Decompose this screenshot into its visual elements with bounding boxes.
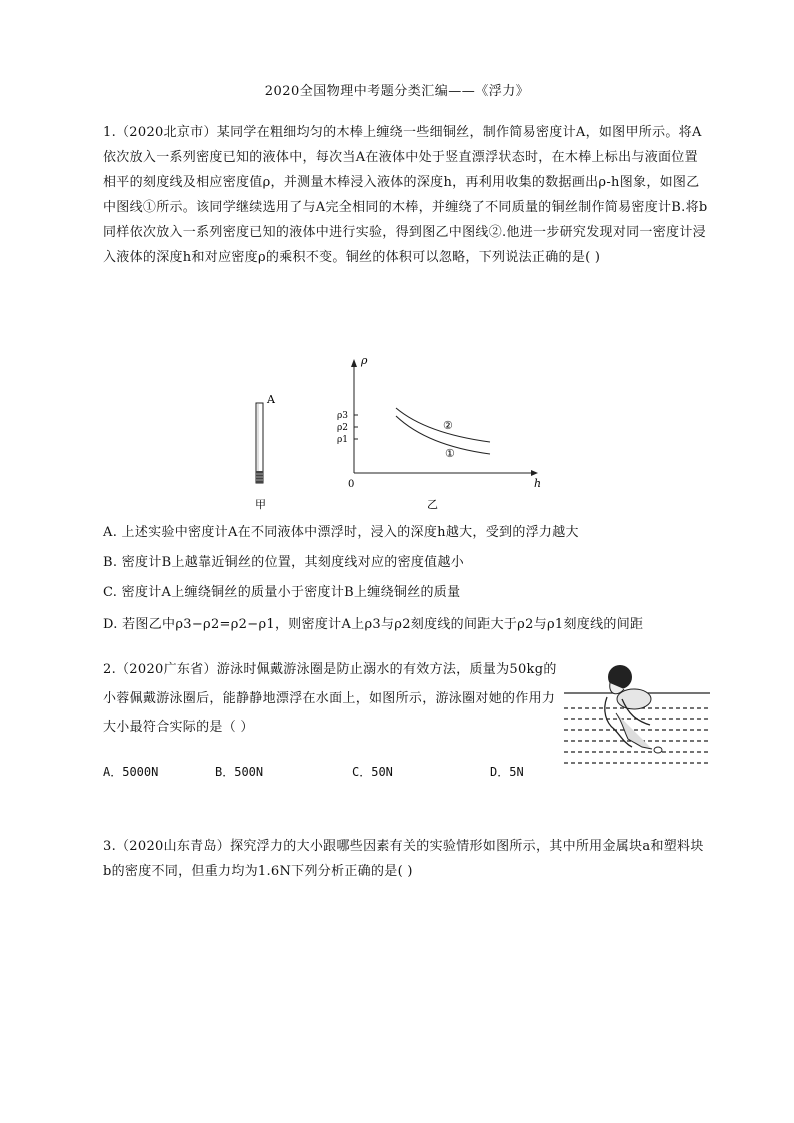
question-1-option-c: C. 密度计A上缠绕铜丝的质量小于密度计B上缠绕铜丝的质量 [103, 585, 461, 600]
question-1-option-b: B. 密度计B上越靠近铜丝的位置，其刻度线对应的密度值越小 [103, 555, 465, 570]
curve-1-label: ① [445, 447, 455, 460]
y-tick-rho3: ρ3 [337, 411, 349, 421]
rod-label: A [267, 393, 275, 406]
x-axis-label: h [534, 477, 542, 490]
origin-label: 0 [348, 479, 355, 490]
question-1-option-a: A. 上述实验中密度计A在不同液体中漂浮时，浸入的深度h越大，受到的浮力越大 [103, 525, 579, 540]
graph-caption: 乙 [427, 498, 438, 511]
question-2-option-b: B．500N [215, 765, 264, 779]
question-2-option-a: A．5000N [103, 765, 159, 779]
page-title: 2020全国物理中考题分类汇编——《浮力》 [264, 84, 530, 99]
y-tick-rho2: ρ2 [337, 423, 349, 433]
y-tick-rho1: ρ1 [337, 435, 349, 445]
question-1-figure [240, 350, 550, 520]
swimmer-illustration [562, 655, 712, 773]
rod-caption: 甲 [255, 498, 266, 511]
y-axis-label: ρ [361, 354, 368, 367]
question-2-text: 2.（2020广东省）游泳时佩戴游泳圈是防止溺水的有效方法，质量为50kg的小蓉佩戴游泳圈后，能静静地漂浮在水面上，如图所示，游泳圈对她的作用力大小最符合实际的是（ ） [103, 662, 557, 735]
question-1-text: 1.（2020北京市）某同学在粗细均匀的木棒上缠绕一些细铜丝，制作简易密度计A，如图甲所示。将A依次放入一系列密度已知的液体中，每次当A在液体中处于竖直漂浮状态时，在木棒上标出与液面位置相平的刻度线及相应密度值ρ，并测量木棒浸入液体的深度h，再利用收集的数据画出ρ-h图象，如图乙中图线①所示。该同学继续选用了与A完全相同的木棒，并缠绕了不同质量的铜丝制作简易密度计B.将b同样依次放入一系列密度已知的液体中进行实验，得到图乙中图线②.他进一步研究发现对同一密度计浸入液体的深度h和对应密度ρ的乘积不变。铜丝的体积可以忽略，下列说法正确的是( ) [103, 125, 708, 265]
density-meter-rod [256, 403, 263, 483]
question-1-option-d: D. 若图乙中ρ3−ρ2=ρ2−ρ1，则密度计A上ρ3与ρ2刻度线的间距大于ρ2与ρ1刻度线的间距 [103, 617, 644, 632]
question-2-option-c: C．50N [352, 765, 393, 779]
curve-2-label: ② [443, 419, 453, 432]
question-2-option-d: D．5N [490, 765, 524, 779]
question-3-text: 3.（2020山东青岛）探究浮力的大小跟哪些因素有关的实验情形如图所示，其中所用金属块a和塑料块b的密度不同，但重力均为1.6N下列分析正确的是( ) [103, 839, 704, 879]
